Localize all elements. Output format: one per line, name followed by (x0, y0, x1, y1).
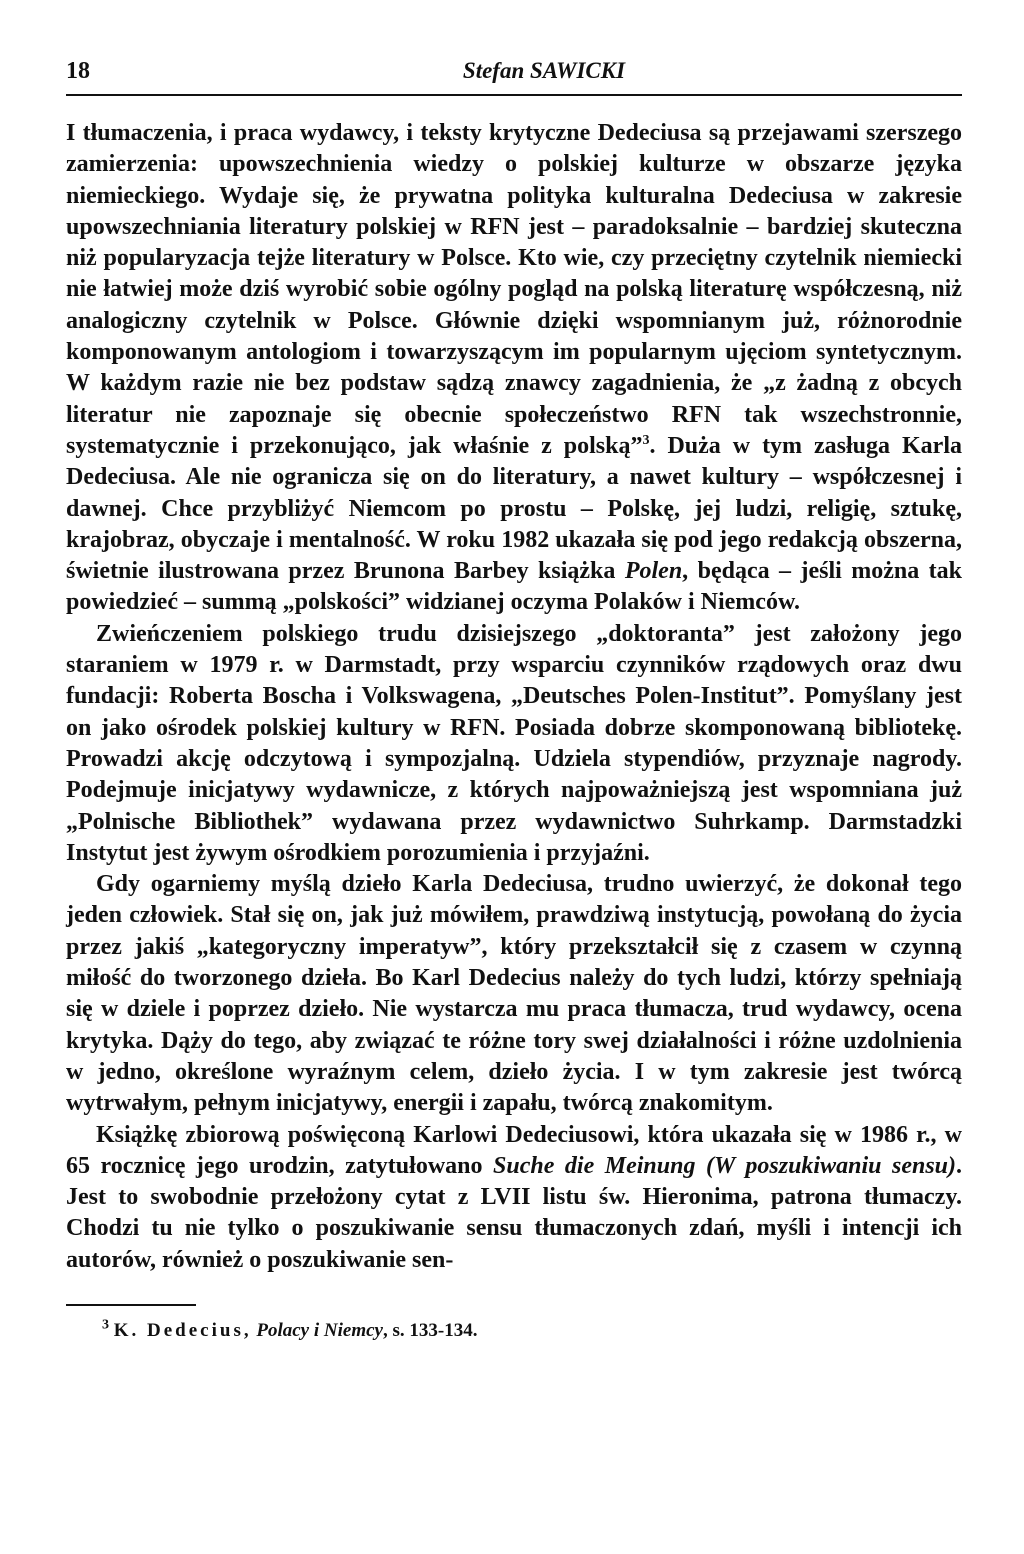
paragraph-1 (66, 118, 962, 619)
page-header (66, 52, 962, 96)
paragraph-1-text-b: . Duża w tym zasługa Karla Dedeciusa. Ale nie ogranicza się on do literatury, a nawet kultury – współczesnej i dawnej. Chce przybliżyć Niemcom po prostu – Polskę, jej ludzi, religię, sztukę, krajobraz, obyczaje i mentalność. W roku 1982 ukazała się pod jego redakcją obszerna, świetnie ilustrowana przez Brunona Barbey książka (66, 432, 962, 585)
book-title-polen: Polen (624, 558, 683, 585)
paragraph-3: Gdy ogarniemy myślą dzieło Karla Dedeciusa, trudno uwierzyć, że dokonał tego jeden człowiek. Stał się on, jak już mówiłem, prawdziwą instytucją, powołaną do życia przez jakiś „kategoryczny imperatyw”, który przekształcił się z czasem w czynną miłość do tworzonego dzieła. Bo Karl Dedecius należy do tych ludzi, którzy spełniają się w dziele i poprzez dzieło. Nie wystarcza mu praca tłumacza, trud wydawcy, ocena krytyka. Dąży do tego, aby związać te różne tory swej działalności i różne uzdolnienia w jedno, określone wyraźnym celem, dzieło życia. I w tym zakresie jest twórcą wytrwałym, pełnym inicjatywy, energii i zapału, twórcą znakomitym. (66, 871, 962, 1117)
footnote-number: 3 (102, 1317, 109, 1333)
running-head: Stefan SAWICKI (462, 58, 626, 83)
footnote-reference: 3 (642, 432, 650, 448)
paragraph-4-text-b: . Jest to swobodnie przełożony cytat z LVII listu św. Hieronima, patrona tłumaczy. Chodzi tu nie tylko o poszukiwanie sensu tłumaczonych zdań, myśli i intencji ich autorów, również o poszukiwanie sen- (66, 1152, 963, 1273)
page-number: 18 (66, 58, 90, 84)
footnote-rule (66, 1304, 196, 1306)
paragraph-4 (66, 1120, 962, 1276)
book-title-suche-die-meinung: Suche die Meinung (W poszukiwaniu sensu) (493, 1152, 957, 1179)
paragraph-4-text-a: Książkę zbiorową poświęconą Karlowi Dedeciusowi, która ukazała się w 1986 r., w 65 rocznicę jego urodzin, zatytułowano (66, 1121, 962, 1179)
paragraph-2: Zwieńczeniem polskiego trudu dzisiejszego „doktoranta” jest założony jego staraniem w 1979 r. w Darmstadt, przy wsparciu czynników rządowych oraz dwu fundacji: Roberta Boscha i Volkswagena, „Deutsches Polen-Institut”. Pomyślany jest on jako ośrodek polskiej kultury w RFN. Posiada dobrze skomponowaną bibliotekę. Prowadzi akcję odczytową i sympozjalną. Udziela stypendiów, przyznaje nagrody. Podejmuje inicjatywy wydawnicze, z których najpoważniejszą jest wspomniana już „Polnische Bibliothek” wydawana przez wydawnictwo Suhrkamp. Darmstadzki Instytut jest żywym ośrodkiem porozumienia i przyjaźni. (66, 620, 962, 866)
footnote (66, 1317, 962, 1342)
body-text (66, 118, 962, 1276)
footnote-pages: , s. 133-134. (382, 1319, 478, 1341)
paragraph-1-text-c: , będąca – jeśli można tak powiedzieć – summą „polskości” widzianej oczyma Polaków i Niemców. (66, 558, 962, 616)
footnote-author: K. Dedecius, (113, 1319, 252, 1341)
page (66, 52, 962, 1342)
paragraph-1-text-a: I tłumaczenia, i praca wydawcy, i teksty krytyczne Dedeciusa są przejawami szerszego zamierzenia: upowszechnienia wiedzy o polskiej kulturze w obszarze języka niemieckiego. Wydaje się, że prywatna polityka kulturalna Dedeciusa w zakresie upowszechniania literatury polskiej w RFN jest – paradoksalnie – bardziej skuteczna niż popularyzacja tejże literatury w Polsce. Kto wie, czy przeciętny czytelnik niemiecki nie łatwiej może dziś wyrobić sobie ogólny pogląd na polską literaturę współczesną, niż analogiczny czytelnik w Polsce. Głównie dzięki wspomnianym już, różnorodnie komponowanym antologiom i towarzyszącym im popularnym ujęciom syntetycznym. W każdym razie nie bez podstaw sądzą znawcy zagadnienia, że „z żadną z obcych literatur nie zapoznaje się obecnie społeczeństwo RFN tak wszechstronnie, systematycznie i przekonująco, jak właśnie z polską” (66, 120, 962, 459)
footnote-title: Polacy i Niemcy (256, 1319, 383, 1341)
